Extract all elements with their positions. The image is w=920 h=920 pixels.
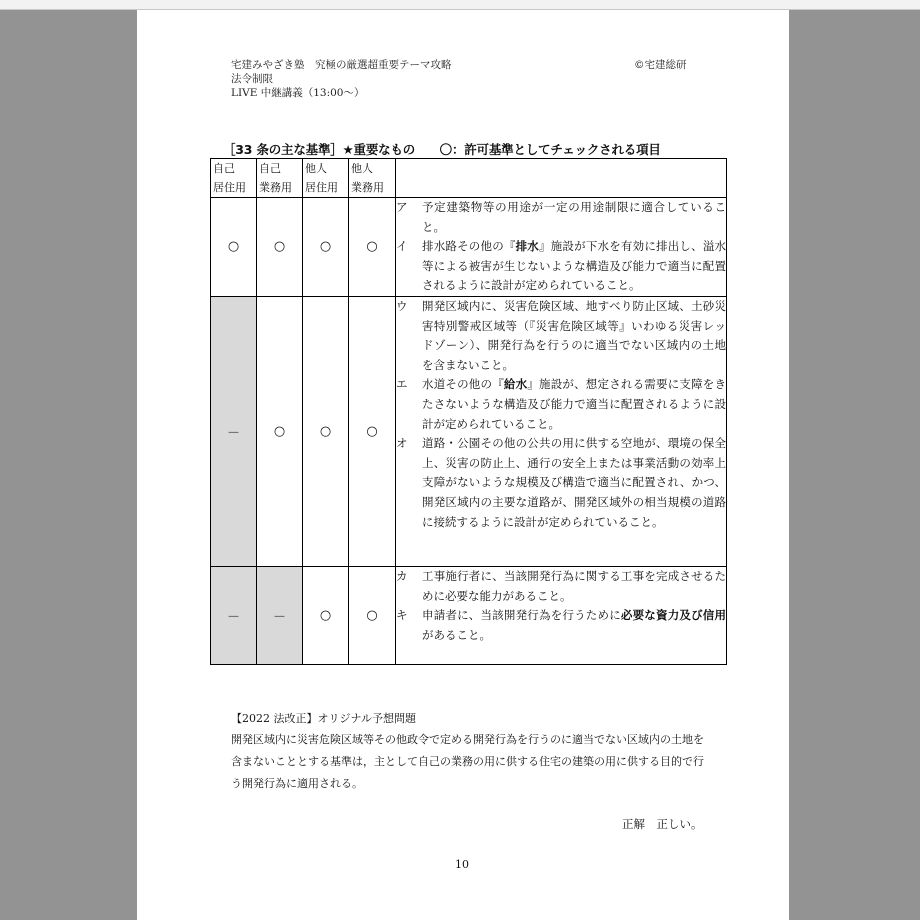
- mark-cell: ○: [349, 198, 396, 297]
- header-line-3: LIVE 中継講義（13:00〜）: [231, 87, 365, 99]
- criterion-item: ウ 開発区域内に、災害危険区域、地すべり防止区域、土砂災害特別警戒区域等（『災害危険区域等』いわゆる災害レッドゾーン）、開発行為を行うのに適当でない区域内の土地を含まないこと。: [396, 298, 726, 372]
- table-header-row: [211, 159, 727, 198]
- table-row: [211, 566, 727, 664]
- criterion-item: オ 道路・公園その他の公共の用に供する空地が、環境の保全上、災害の防止上、通行の安全上または事業活動の効率上支障がないような規模及び構造で適当に配置され、かつ、開発区域内の主要な道路が、開発区域外の相当規模の道路に接続するように設計が定められていること。: [396, 436, 726, 529]
- criterion-item: ア 予定建築物等の用途が一定の用途制限に適合していること。: [396, 200, 726, 234]
- criterion-item: エ 水道その他の『給水』施設が、想定される需要に支障をきたさないような構造及び能力で適当に配置されるように設計が定められていること。: [396, 377, 727, 431]
- mark-cell: ○: [303, 296, 349, 566]
- mark-cell: ○: [349, 566, 396, 664]
- column-header: 他人 居住用: [303, 159, 349, 198]
- header-line-1: 宅建みやざき塾 究極の厳選超重要テーマ攻略: [231, 59, 452, 71]
- mark-cell: ○: [257, 296, 303, 566]
- page-header: [231, 58, 452, 100]
- table-caption: ［33 条の主な基準］★重要なもの 〇：許可基準としてチェックされる項目: [223, 142, 661, 157]
- question-body: 開発区域内に災害危険区域等その他政令で定める開発行為を行うのに適当でない区域内の土地を含まないこととする基準は，主として自己の業務の用に供する住宅の建築の用に供する目的で行う開発行為に適用される。: [231, 733, 704, 790]
- criteria-cell: [396, 198, 727, 297]
- header-copyright: ©宅建総研: [634, 59, 687, 71]
- page-number: 10: [455, 858, 469, 871]
- criterion-item: イ 排水路その他の『排水』施設が下水を有効に排出し、溢水等による被害が生じないような構造及び能力で適当に配置されるように設計が定められていること。: [396, 239, 727, 293]
- mark-cell: －: [211, 566, 257, 664]
- mark-cell: －: [211, 296, 257, 566]
- viewer-toolbar: [0, 0, 920, 10]
- mark-cell: －: [257, 566, 303, 664]
- table-row: [211, 198, 727, 297]
- mark-cell: ○: [257, 198, 303, 297]
- header-line-2: 法令制限: [231, 73, 273, 85]
- column-header: 自己 居住用: [211, 159, 257, 198]
- criteria-table: [210, 158, 727, 665]
- question-title: 【2022 法改正】オリジナル予想問題: [231, 712, 416, 725]
- mark-cell: ○: [211, 198, 257, 297]
- criterion-item: キ 申請者に、当該開発行為を行うために必要な資力及び信用があること。: [396, 608, 727, 642]
- answer-text: 正解 正しい。: [622, 817, 703, 831]
- column-header-content: [396, 159, 727, 198]
- mark-cell: ○: [303, 566, 349, 664]
- mark-cell: ○: [349, 296, 396, 566]
- document-page: [137, 10, 789, 920]
- table-row: [211, 296, 727, 566]
- column-header: 他人 業務用: [349, 159, 396, 198]
- criteria-cell: [396, 296, 727, 566]
- mark-cell: ○: [303, 198, 349, 297]
- criteria-cell: [396, 566, 727, 664]
- criterion-item: カ 工事施行者に、当該開発行為に関する工事を完成させるために必要な能力があること。: [396, 568, 726, 603]
- column-header: 自己 業務用: [257, 159, 303, 198]
